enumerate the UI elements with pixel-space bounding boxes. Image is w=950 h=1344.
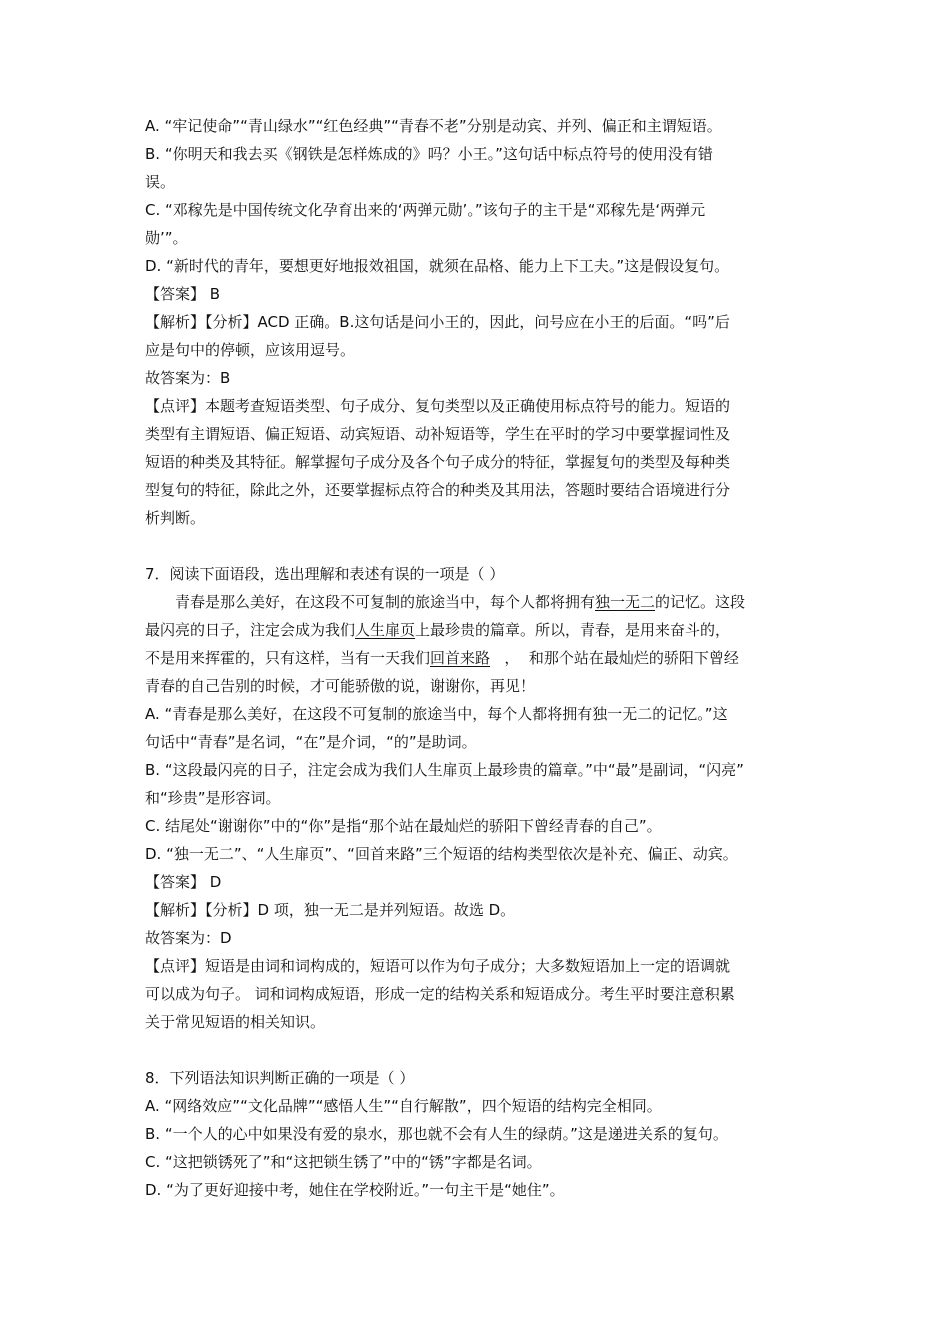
q6-option-b-cont: 误。 (145, 173, 176, 191)
q8-stem: 8．下列语法知识判断正确的一项是（ ） (145, 1069, 415, 1087)
passage-text: 最闪亮的日子，注定会成为我们 (145, 621, 356, 639)
spacer (145, 1036, 815, 1064)
passage-text: 上最珍贵的篇章。所以，青春，是用来奋斗的， (415, 621, 731, 639)
q7-option-c: C. 结尾处“谢谢你”中的“你”是指“那个站在最灿烂的骄阳下曾经青春的自己”。 (145, 817, 662, 835)
q6-comment-cont: 短语的种类及其特征。解掌握句子成分及各个句子成分的特征，掌握复句的类型及每种类 (145, 453, 731, 471)
passage-text: 不是用来挥霍的，只有这样，当有一天我们 (145, 649, 431, 667)
q7-stem: 7．阅读下面语段，选出理解和表述有误的一项是（ ） (145, 565, 505, 583)
underlined-phrase: 独一无二 (595, 593, 656, 611)
q7-option-a: A. “青春是那么美好，在这段不可复制的旅途当中，每个人都将拥有独一无二的记忆。”这 (145, 705, 728, 723)
passage-text: 青春是那么美好，在这段不可复制的旅途当中，每个人都将拥有 (175, 593, 596, 611)
document-page (145, 112, 815, 1204)
q6-option-c: C. “邓稼先是中国传统文化孕育出来的‘两弹元勋’。”该句子的主干是“邓稼先是‘两弹元 (145, 201, 706, 219)
q7-passage-line: 青春的自己告别的时候，才可能骄傲的说，谢谢你，再见！ (145, 677, 536, 695)
q7-option-a-cont: 句话中“青春”是名词，“在”是介词，“的”是助词。 (145, 733, 477, 751)
q7-passage-line (145, 644, 815, 672)
q6-analysis: 【解析】【分析】ACD 正确。B.这句话是问小王的，因此，问号应在小王的后面。“吗”后 (145, 313, 730, 331)
q7-analysis: 【解析】【分析】D 项，独一无二是并列短语。故选 D。 (145, 901, 516, 919)
q7-answer: 【答案】 D (145, 873, 222, 891)
spacer (145, 532, 815, 560)
q7-option-b: B. “这段最闪亮的日子，注定会成为我们人生扉页上最珍贵的篇章。”中“最”是副词，“闪亮” (145, 761, 744, 779)
q8-option-a: A. “网络效应”“文化品牌”“感悟人生”“自行解散”，四个短语的结构完全相同。 (145, 1097, 662, 1115)
q6-result: 故答案为：B (145, 369, 231, 387)
q7-passage-line (145, 616, 815, 644)
underlined-phrase: 人生扉页 (355, 621, 416, 639)
q7-option-d: D. “独一无二”、“人生扉页”、“回首来路”三个短语的结构类型依次是补充、偏正、动宾。 (145, 845, 738, 863)
q6-comment-cont: 类型有主谓短语、偏正短语、动宾短语、动补短语等，学生在平时的学习中要掌握词性及 (145, 425, 731, 443)
q6-option-b: B. “你明天和我去买《钢铁是怎样炼成的》吗？小王。”这句话中标点符号的使用没有错 (145, 145, 713, 163)
q6-answer: 【答案】 B (145, 285, 221, 303)
q6-comment-cont: 析判断。 (145, 509, 206, 527)
q6-option-c-cont: 勋’”。 (145, 229, 188, 247)
q7-comment-cont: 关于常见短语的相关知识。 (145, 1013, 326, 1031)
q7-comment-cont: 可以成为句子。 词和词构成短语，形成一定的结构关系和短语成分。考生平时要注意积累 (145, 985, 735, 1003)
q7-comment: 【点评】短语是由词和词构成的，短语可以作为句子成分；大多数短语加上一定的语调就 (145, 957, 731, 975)
q6-comment-cont: 型复句的特征，除此之外，还要掌握标点符合的种类及其用法，答题时要结合语境进行分 (145, 481, 731, 499)
passage-text: ， 和那个站在最灿烂的骄阳下曾经 (490, 649, 739, 667)
q6-analysis-cont: 应是句中的停顿，应该用逗号。 (145, 341, 356, 359)
q8-option-d: D. “为了更好迎接中考，她住在学校附近。”一句主干是“她住”。 (145, 1181, 565, 1199)
q6-option-d: D. “新时代的青年，要想更好地报效祖国，就须在品格、能力上下工夫。”这是假设复句。 (145, 257, 730, 275)
q6-option-a: A. “牢记使命”“青山绿水”“红色经典”“青春不老”分别是动宾、并列、偏正和主谓短语。 (145, 117, 722, 135)
q6-comment: 【点评】本题考查短语类型、句子成分、复句类型以及正确使用标点符号的能力。短语的 (145, 397, 731, 415)
underlined-phrase: 回首来路 (430, 649, 491, 667)
q8-option-b: B. “一个人的心中如果没有爱的泉水，那也就不会有人生的绿荫。”这是递进关系的复句。 (145, 1125, 728, 1143)
q7-passage-line (145, 588, 815, 616)
q7-option-b-cont: 和“珍贵”是形容词。 (145, 789, 281, 807)
passage-text: 的记忆。这段 (655, 593, 746, 611)
q7-result: 故答案为：D (145, 929, 232, 947)
q8-option-c: C. “这把锁锈死了”和“这把锁生锈了”中的“锈”字都是名词。 (145, 1153, 542, 1171)
